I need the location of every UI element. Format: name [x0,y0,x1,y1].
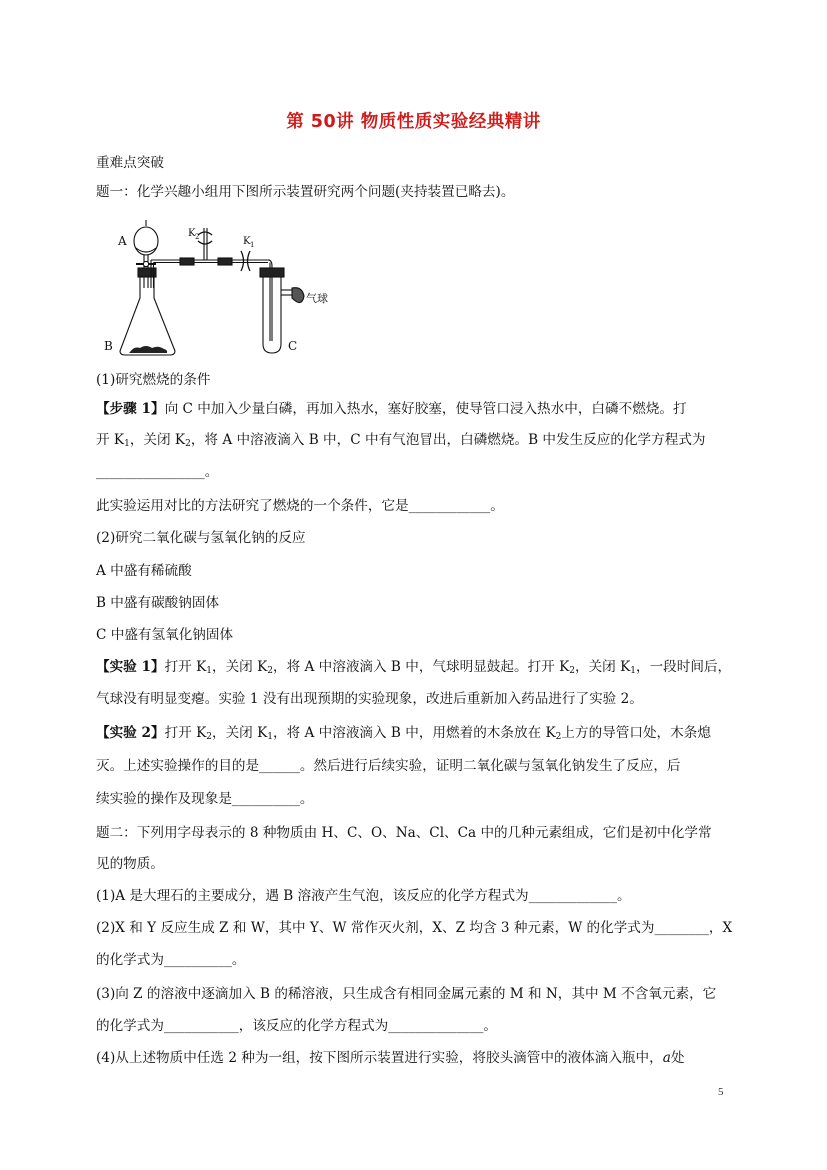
page-number: 5 [718,1086,724,1098]
label-c: C [288,339,298,353]
contrast-line: 此实验运用对比的方法研究了燃烧的一个条件，它是____________。 [96,498,504,514]
k1-clamp [241,251,244,271]
label-a: A [118,234,127,248]
svg-text:1: 1 [250,241,255,249]
q2-part3-line1: (3)向 Z 的溶液中逐滴加入 B 的稀溶液，只生成含有相同金属元素的 M 和 N，其中 M 不含氧元素，它 [96,986,717,1002]
step1-line3: ________________。 [96,464,219,480]
q2-part2-line1: (2)X 和 Y 反应生成 Z 和 W，其中 Y、W 常作灭火剂，X、Z 均含 3 种元素，W 的化学式为________，X [96,920,733,936]
funnel-bulb [134,227,158,255]
b-content: B 中盛有碳酸钠固体 [96,595,220,611]
q2-part3-line2: 的化学式为___________，该反应的化学方程式为______________。 [96,1018,498,1034]
conical-flask [120,277,175,355]
step1-line1: 【步骤 1】向 C 中加入少量白磷，再加入热水，塞好胶塞，使导管口浸入热水中，白磷不燃烧。打 [96,401,687,417]
section-heading: 重难点突破 [96,155,164,171]
solid-reagent [129,346,167,353]
q2-intro-line2: 见的物质。 [96,856,164,872]
q2-part4-line1: (4)从上述物质中任选 2 种为一组，按下图所示装置进行实验，将胶头滴管中的液体滴入瓶中，a处 [96,1050,685,1066]
step1-line2: 开 $K_1$，关闭 $K_2$，将 A 中溶液滴入 B 中，C 中有气泡冒出，白磷燃烧。B 中发生反应的化学方程式为 [96,432,706,449]
label-balloon: 气球 [306,292,328,305]
part1-title: (1)研究燃烧的条件 [96,372,211,388]
label-k1: K [243,236,251,247]
a-content: A 中盛有稀硫酸 [96,563,192,579]
exp2-line2: 灭。上述实验操作的目的是______。然后进行后续实验，证明二氧化碳与氢氧化钠发生了反应，后 [96,758,681,774]
q1-intro: 题一：化学兴趣小组用下图所示装置研究两个问题(夹持装置已略去)。 [96,184,515,200]
exp1-line1: 【实验 1】打开 $K_1$，关闭 $K_2$，将 A 中溶液滴入 B 中，气球明显鼓起。打开 $K_2$，关闭 $K_1$，一段时间后， [96,659,732,676]
label-b: B [104,339,113,353]
label-k2: K [188,228,196,239]
exp1-line2: 气球没有明显变瘪。实验 1 没有出现预期的实验现象，改进后重新加入药品进行了实验 2。 [96,691,643,707]
balloon [292,288,304,303]
test-tube-stopper [260,268,284,277]
exp2-line1: 【实验 2】打开 $K_2$，关闭 $K_1$，将 A 中溶液滴入 B 中，用燃着的木条放在 $K_2$上方的导管口处，木条熄 [96,725,711,742]
part2-title: (2)研究二氧化碳与氢氧化钠的反应 [96,530,306,546]
q2-part2-line2: 的化学式为__________。 [96,952,246,968]
page-title: 第 50讲 物质性质实验经典精讲 [286,112,541,132]
apparatus-diagram [100,216,350,362]
svg-text:2: 2 [195,233,200,241]
q2-intro-line1: 题二：下列用字母表示的 8 种物质由 H、C、O、Na、Cl、Ca 中的几种元素组成，它们是初中化学常 [96,825,712,841]
rubber-connector [180,258,194,265]
q2-part1: (1)A 是大理石的主要成分，遇 B 溶液产生气泡，该反应的化学方程式为_____________。 [96,888,631,904]
exp2-line3: 续实验的操作及现象是__________。 [96,791,314,807]
c-content: C 中盛有氢氧化钠固体 [96,627,234,643]
